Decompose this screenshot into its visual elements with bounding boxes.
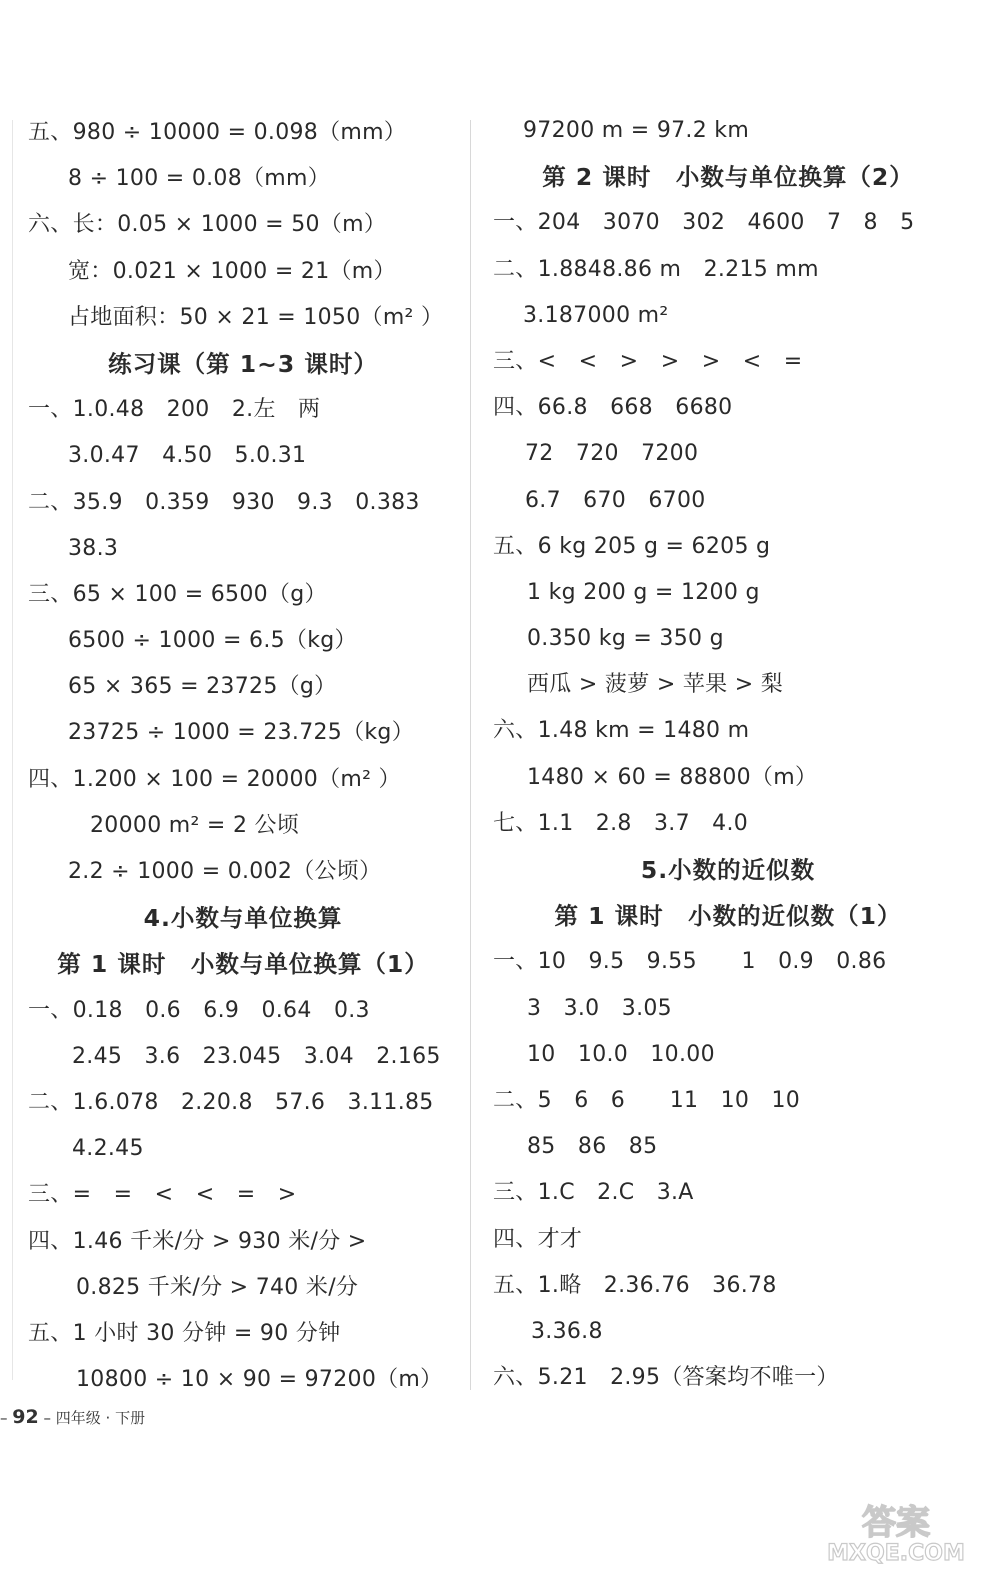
right-answer-line: 六、5.21 2.95（答案均不唯一） (493, 1365, 839, 1391)
right-answer-line: 72 720 7200 (525, 441, 699, 467)
right-answer-line: 3.187000 m² (523, 302, 669, 328)
right-answer-line: 85 86 85 (527, 1134, 658, 1160)
left-answer-line: 38.3 (68, 535, 119, 561)
right-section-heading: 第 1 课时 小数的近似数（1） (554, 902, 902, 931)
left-answer-line: 五、980 ÷ 10000 = 0.098（mm） (28, 120, 407, 145)
left-answer-line: 二、1.6.078 2.20.8 57.6 3.11.85 (28, 1089, 434, 1115)
right-answer-line: 三、1.C 2.C 3.A (493, 1180, 694, 1206)
left-answer-line: 一、1.0.48 200 2.左 两 (28, 397, 321, 423)
left-answer-line: 8 ÷ 100 = 0.08（mm） (68, 166, 331, 192)
right-answer-line: 七、1.1 2.8 3.7 4.0 (493, 810, 749, 836)
right-answer-line: 10 10.0 10.00 (527, 1041, 715, 1067)
left-section-heading: 练习课（第 1~3 课时） (108, 349, 378, 378)
watermark-logo (806, 1498, 986, 1566)
left-answer-line: 五、1 小时 30 分钟 = 90 分钟 (28, 1320, 341, 1346)
left-answer-line: 0.825 千米/分 > 740 米/分 (76, 1274, 359, 1300)
right-answer-line: 3 3.0 3.05 (527, 995, 672, 1021)
left-answer-line: 6500 ÷ 1000 = 6.5（kg） (68, 628, 357, 654)
left-answer-line: 六、长：0.05 × 1000 = 50（m） (28, 212, 387, 238)
left-answer-line: 四、1.200 × 100 = 20000（m² ） (28, 766, 401, 792)
right-answer-line: 五、6 kg 205 g = 6205 g (493, 533, 771, 559)
right-answer-line: 六、1.48 km = 1480 m (493, 718, 750, 744)
right-answer-line: 一、204 3070 302 4600 7 8 5 (493, 210, 915, 236)
left-answer-line: 三、65 × 100 = 6500（g） (28, 581, 327, 607)
margin-rule (12, 120, 13, 1380)
right-section-heading: 5.小数的近似数 (640, 856, 816, 884)
left-answer-line: 20000 m² = 2 公顷 (90, 812, 300, 838)
right-answer-line: 三、< < > > > < = (493, 348, 803, 374)
footer-text: – 四年级 · 下册 (43, 1409, 146, 1427)
left-answer-line: 占地面积：50 × 21 = 1050（m² ） (68, 304, 444, 330)
left-answer-line: 65 × 365 = 23725（g） (68, 674, 337, 700)
right-section-heading: 第 2 课时 小数与单位换算（2） (542, 163, 914, 192)
right-answer-line: 二、5 6 6 11 10 10 (493, 1087, 801, 1113)
right-answer-line: 四、才才 (493, 1226, 583, 1252)
right-answer-line: 3.36.8 (531, 1318, 603, 1344)
watermark-bottom: MXQE.COM (827, 1541, 965, 1566)
footer-dash: – (0, 1409, 13, 1427)
right-answer-line: 1 kg 200 g = 1200 g (527, 579, 760, 605)
left-answer-line: 宽：0.021 × 1000 = 21（m） (68, 258, 396, 284)
right-answer-line: 一、10 9.5 9.55 1 0.9 0.86 (493, 949, 887, 975)
page-footer (0, 1406, 145, 1428)
left-answer-line: 2.45 3.6 23.045 3.04 2.165 (72, 1043, 441, 1069)
page-number: 92 (12, 1406, 39, 1428)
left-section-heading: 4.小数与单位换算 (143, 904, 343, 933)
left-answer-line: 3.0.47 4.50 5.0.31 (68, 443, 307, 469)
left-answer-line: 2.2 ÷ 1000 = 0.002（公顷） (68, 859, 382, 884)
left-answer-line: 4.2.45 (72, 1136, 144, 1162)
left-answer-line: 10800 ÷ 10 × 90 = 97200（m） (76, 1367, 443, 1393)
column-divider (470, 120, 471, 1390)
left-answer-line: 三、= = < < = > (28, 1182, 297, 1208)
right-answer-line: 四、66.8 668 6680 (493, 395, 733, 421)
left-column (28, 110, 458, 1403)
left-answer-line: 一、0.18 0.6 6.9 0.64 0.3 (28, 997, 370, 1023)
right-answer-line: 西瓜 > 菠萝 > 苹果 > 梨 (527, 672, 784, 698)
right-column (493, 108, 963, 1401)
left-answer-line: 二、35.9 0.359 930 9.3 0.383 (28, 489, 420, 515)
right-answer-line: 6.7 670 6700 (525, 487, 706, 513)
left-section-heading: 第 1 课时 小数与单位换算（1） (57, 950, 429, 979)
right-answer-line: 1480 × 60 = 88800（m） (527, 764, 818, 790)
watermark-top: 答案 (862, 1503, 930, 1543)
right-answer-line: 97200 m = 97.2 km (523, 118, 750, 143)
left-answer-line: 23725 ÷ 1000 = 23.725（kg） (68, 720, 414, 746)
right-answer-line: 0.350 kg = 350 g (527, 626, 724, 652)
left-answer-line: 四、1.46 千米/分 > 930 米/分 > (28, 1228, 367, 1254)
right-answer-line: 二、1.8848.86 m 2.215 mm (493, 256, 819, 282)
right-answer-line: 五、1.略 2.36.76 36.78 (493, 1272, 777, 1298)
